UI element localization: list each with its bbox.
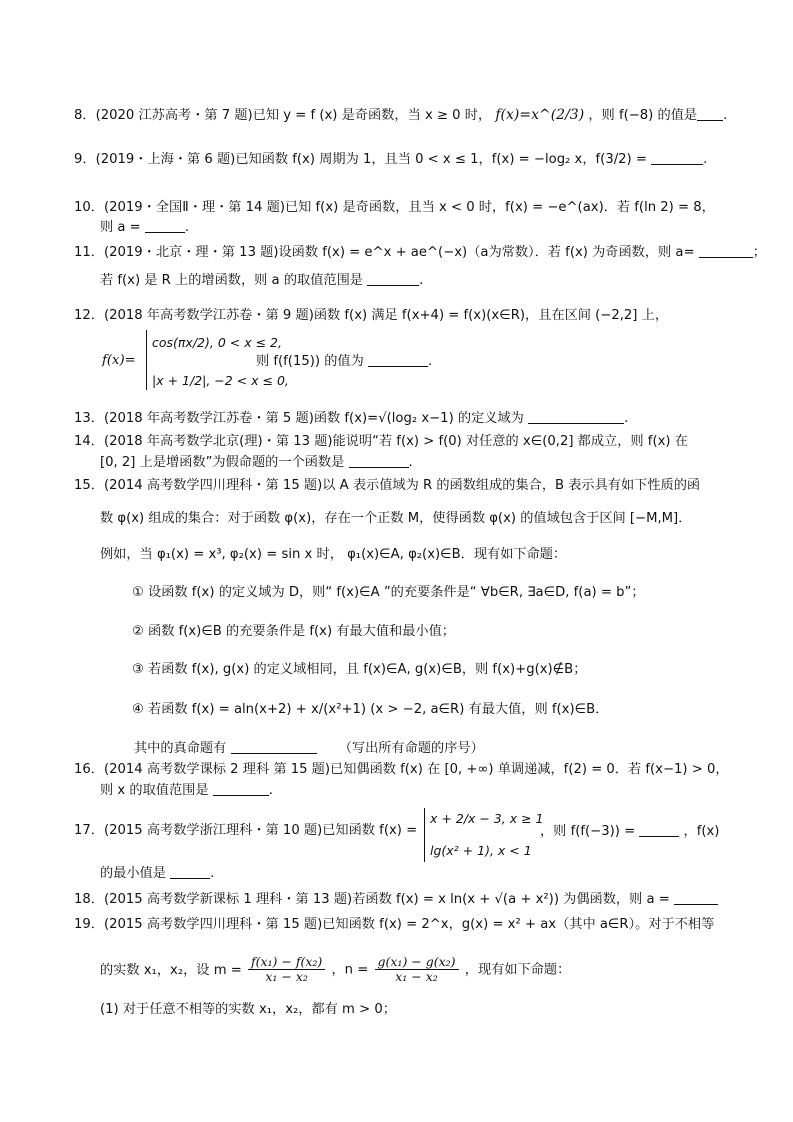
piecewise-case-1: x + 2/x − 3, x ≥ 1 [430, 811, 544, 826]
problem-18 [74, 890, 733, 909]
problem-11-text: 11．(2019・北京・理・第 13 题)设函数 f(x) = e^x + ae^(−x)（a为常数）．若 f(x) 为奇函数，则 a= [74, 245, 695, 260]
problem-12-line2 [256, 352, 432, 371]
period: . [427, 354, 433, 369]
n-denominator: x₁ − x₂ [395, 969, 438, 984]
problem-19-def-n: ，n = [331, 962, 369, 978]
semicolon: ； [752, 245, 766, 260]
problem-13 [74, 409, 733, 428]
proposition-2 [74, 622, 733, 641]
problem-19-text: 19．(2015 高考数学四川理科・第 15 题)已知函数 f(x) = 2^x，g(x) = x² + ax（其中 a∈R）。对于不相等 [74, 917, 715, 932]
n-fraction [375, 955, 459, 984]
piecewise-lhs: f(x)= [102, 353, 136, 368]
period: . [210, 866, 215, 881]
answer-blank[interactable] [651, 150, 703, 165]
left-brace [146, 330, 147, 390]
problem-19-def-m: 的实数 x₁，x₂，设 m = [100, 962, 242, 978]
problem-8-text: 8．(2020 江苏高考・第 7 题)已知 y = f (x) 是奇函数，当 x ≥ 0 时， [74, 108, 492, 123]
problem-19-item-1-text: (1) 对于任意不相等的实数 x₁，x₂，都有 m > 0； [100, 1002, 396, 1017]
problem-16-text: 16．(2014 高考数学课标 2 理科 第 15 题)已知偶函数 f(x) 在 [0, +∞) 单调递减，f(2) = 0．若 f(x−1) > 0， [74, 762, 729, 777]
problem-14-question: [0, 2] 上是增函数”为假命题的一个函数是 [100, 455, 345, 470]
problem-12-text: 12．(2018 年高考数学江苏卷・第 9 题)函数 f(x) 满足 f(x+4) = f(x)(x∈R)，且在区间 (−2,2] 上， [74, 308, 669, 323]
problem-15-question-text: 其中的真命题有 [134, 741, 227, 756]
period: . [408, 455, 413, 470]
problem-8-formula: f(x)=x^(2/3) [495, 107, 585, 123]
problem-11-line1 [74, 243, 766, 262]
problem-15-line1 [74, 476, 733, 495]
problem-12-question: 则 f(f(15)) 的值为 [256, 354, 364, 369]
problem-11-line2 [74, 271, 733, 290]
problem-8 [74, 106, 733, 125]
problem-17-tail [540, 822, 719, 841]
problem-12-line1 [74, 306, 733, 325]
problem-14-line1 [74, 432, 733, 451]
proposition-4-text: ④ 若函数 f(x) = aln(x+2) + x/(x²+1) (x > −2, a∈R) 有最大值，则 f(x)∈B． [132, 702, 609, 717]
problem-16-line2 [74, 781, 733, 800]
problem-10-text: 10．(2019・全国Ⅱ・理・第 14 题)已知 f(x) 是奇函数，且当 x < 0 时，f(x) = −e^(ax)．若 f(ln 2) = 8， [74, 200, 715, 215]
m-numerator: f(x₁) − f(x₂) [248, 955, 325, 970]
proposition-4 [74, 700, 733, 719]
n-numerator: g(x₁) − g(x₂) [375, 955, 459, 970]
problem-16-line1 [74, 760, 733, 779]
problem-19-line1 [74, 915, 733, 934]
answer-blank[interactable] [697, 106, 723, 121]
m-denominator: x₁ − x₂ [265, 969, 308, 984]
answer-blank[interactable] [170, 864, 210, 879]
answer-blank[interactable] [699, 243, 753, 258]
period: . [624, 411, 629, 426]
proposition-3 [74, 660, 733, 679]
piecewise-case-2: lg(x² + 1), x < 1 [430, 843, 532, 858]
problem-15-text: 15．(2014 高考数学四川理科・第 15 题)以 A 表示值域为 R 的函数组成的集合，B 表示具有如下性质的函 [74, 478, 701, 493]
left-brace [424, 808, 425, 862]
m-fraction [248, 955, 325, 984]
piecewise-case-1: cos(πx/2), 0 < x ≤ 2, [152, 335, 282, 350]
answer-blank[interactable] [145, 218, 185, 233]
problem-11-question: 若 f(x) 是 R 上的增函数，则 a 的取值范围是 [100, 273, 363, 288]
problem-10-line1 [74, 198, 733, 217]
period: . [419, 273, 424, 288]
problem-15-line2 [74, 509, 733, 528]
problem-19-line2 [74, 955, 733, 984]
problem-15-hint: （写出所有命题的序号） [338, 741, 484, 756]
answer-blank[interactable] [674, 890, 718, 905]
problem-15-question [74, 739, 733, 758]
problem-9-text: 9．(2019・上海・第 6 题)已知函数 f(x) 周期为 1，且当 0 < x ≤ 1，f(x) = −log₂ x，f(3/2) = [74, 152, 647, 167]
proposition-3-text: ③ 若函数 f(x), g(x) 的定义域相同，且 f(x)∈A, g(x)∈B，则 f(x)+g(x)∉B； [132, 662, 587, 677]
problem-19-item-1 [74, 1000, 733, 1019]
period: . [268, 783, 273, 798]
problem-13-text: 13．(2018 年高考数学江苏卷・第 5 题)函数 f(x)=√(log₂ x−1) 的定义域为 [74, 411, 524, 426]
problem-8-question: ，则 f(−8) 的值是 [588, 108, 698, 123]
problem-19-intro: ，现有如下命题： [464, 962, 571, 978]
period: . [723, 108, 728, 123]
problem-17-question-2: ，f(x) [683, 824, 720, 839]
answer-blank[interactable] [368, 352, 428, 367]
proposition-2-text: ② 函数 f(x)∈B 的充要条件是 f(x) 有最大值和最小值； [132, 624, 455, 639]
problem-15-text-2: 数 φ(x) 组成的集合：对于函数 φ(x)，存在一个正数 M，使得函数 φ(x) 的值域包含于区间 [−M,M]． [100, 511, 692, 526]
period: . [703, 152, 708, 167]
answer-blank[interactable] [213, 781, 269, 796]
problem-17-question: ，则 f(f(−3)) = [540, 824, 636, 839]
problem-9 [74, 150, 733, 169]
problem-14-text: 14．(2018 年高考数学北京(理)・第 13 题)能说明“若 f(x) > f(0) 对任意的 x∈(0,2] 都成立，则 f(x) 在 [74, 434, 688, 449]
problem-17-line2 [74, 864, 733, 883]
period: . [184, 220, 190, 235]
problem-14-line2 [74, 453, 733, 472]
answer-blank[interactable] [639, 822, 679, 837]
problem-10-question: 则 a = [100, 220, 141, 235]
answer-blank[interactable] [367, 271, 419, 286]
problem-17-question-3: 的最小值是 [100, 866, 166, 881]
problem-18-text: 18．(2015 高考数学新课标 1 理科・第 13 题)若函数 f(x) = x ln(x + √(a + x²)) 为偶函数，则 a = [74, 892, 670, 907]
problem-16-question: 则 x 的取值范围是 [100, 783, 209, 798]
answer-blank[interactable] [349, 453, 409, 468]
problem-17-text: 17．(2015 高考数学浙江理科・第 10 题)已知函数 f(x) = [74, 823, 418, 838]
piecewise-case-2: |x + 1/2|, −2 < x ≤ 0, [152, 373, 289, 388]
answer-blank[interactable] [231, 739, 317, 754]
problem-10-line2 [74, 218, 733, 237]
proposition-1 [74, 583, 733, 602]
answer-blank[interactable] [528, 409, 624, 424]
proposition-1-text: ① 设函数 f(x) 的定义域为 D，则“ f(x)∈A ”的充要条件是“ ∀b∈R, ∃a∈D, f(a) = b”； [132, 585, 645, 600]
problem-15-line3 [74, 545, 733, 564]
problem-15-example: 例如，当 φ₁(x) = x³, φ₂(x) = sin x 时， φ₁(x)∈A, φ₂(x)∈B．现有如下命题： [100, 547, 567, 562]
